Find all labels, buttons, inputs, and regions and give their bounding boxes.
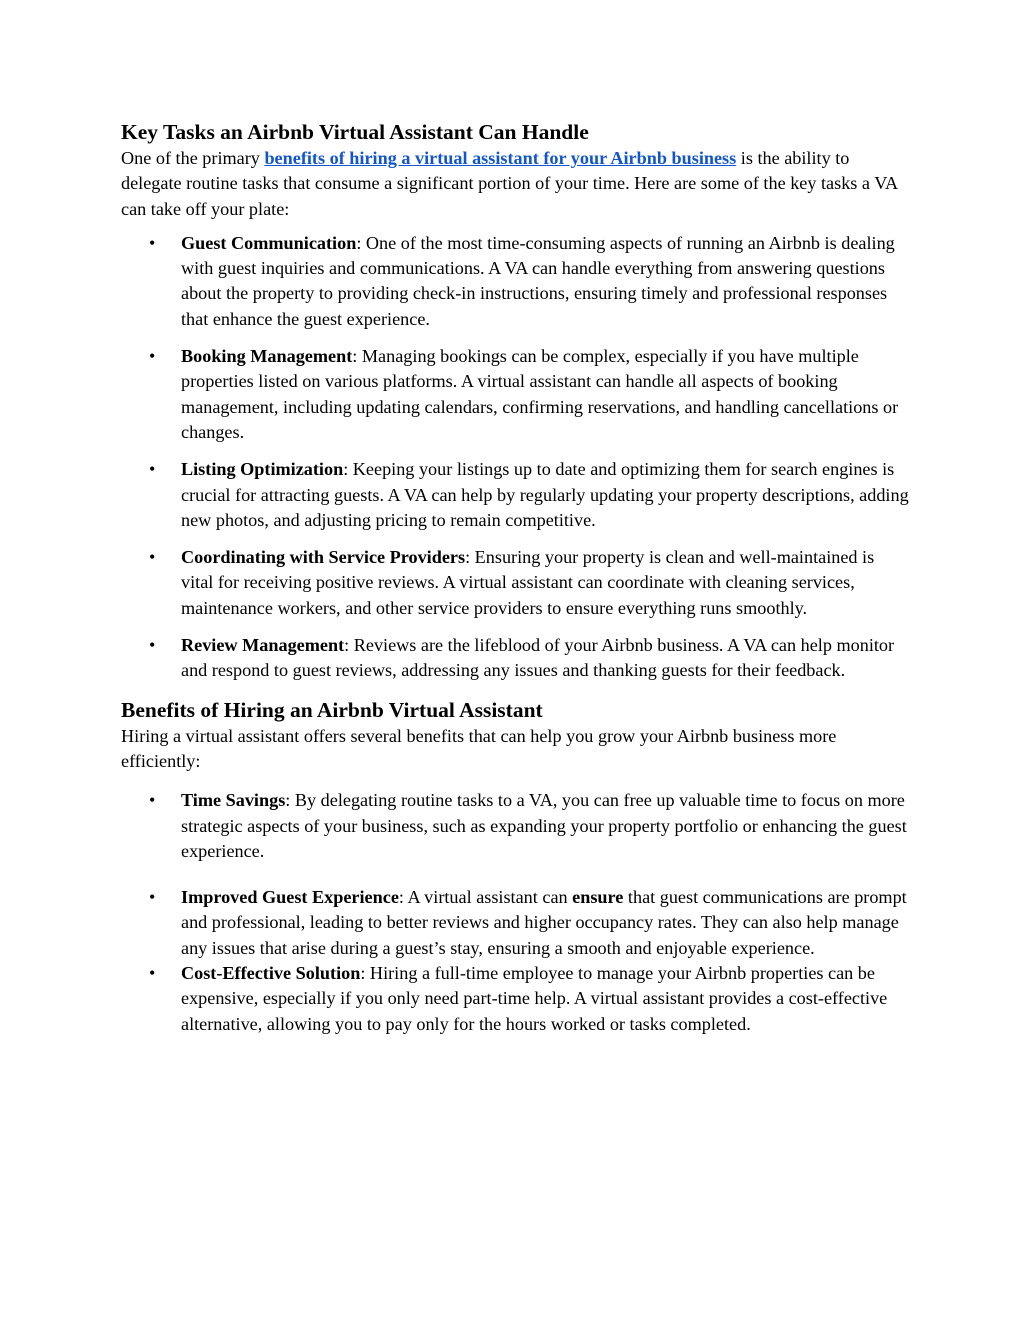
item-term: Listing Optimization [181,459,344,480]
list-item [149,344,911,445]
item-text: : Reviews are the lifeblood of your Airbnb business. A VA can help monitor and respond to guest reviews, addressing any issues and thanking guests for their feedback. [181,635,895,681]
item-emphasis: ensure [572,887,624,908]
benefits-list [121,788,911,1037]
intro-text-after: is the ability to delegate routine tasks that consume a significant portion of your time. Here are some of the key tasks a VA can take off your plate: [121,148,898,219]
list-item [149,457,911,533]
item-term: Cost-Effective Solution [181,963,361,984]
list-item [149,788,911,864]
benefits-link[interactable]: benefits of hiring a virtual assistant for your Airbnb business [264,148,737,168]
bullet-icon: • [149,346,156,367]
item-term: Booking Management [181,346,353,367]
list-item [149,545,911,621]
item-text: : By delegating routine tasks to a VA, you can free up valuable time to focus on more strategic aspects of your business, such as expanding your property portfolio or enhancing the guest experience. [181,790,907,861]
key-tasks-list [121,231,911,684]
item-text: : Keeping your listings up to date and optimizing them for search engines is crucial for attracting guests. A VA can help by regularly updating your property descriptions, adding new photos, and adjusting pricing to remain competitive. [181,459,909,530]
bullet-icon: • [149,790,156,811]
item-text: : Hiring a full-time employee to manage your Airbnb properties can be expensive, especially if you only need part-time help. A virtual assistant provides a cost-effective alternative, allowing you to pay only for the hours worked or tasks completed. [181,963,888,1034]
bullet-icon: • [149,963,156,984]
bullet-icon: • [149,459,156,480]
section-heading-key-tasks: Key Tasks an Airbnb Virtual Assistant Can Handle [121,120,589,144]
item-text: : Managing bookings can be complex, especially if you have multiple properties listed on various platforms. A virtual assistant can handle all aspects of booking management, including updating calendars, confirming reservations, and handling cancellations or changes. [181,346,899,442]
item-term: Time Savings [181,790,286,811]
item-term: Review Management [181,635,345,656]
section-intro-key-tasks [121,146,911,222]
bullet-icon: • [149,635,156,656]
intro-text-before: One of the primary [121,148,265,168]
bullet-icon: • [149,887,156,908]
item-text: that guest communications are prompt and professional, leading to better reviews and higher occupancy rates. They can also help manage any issues that arise during a guest’s stay, ensuring a smooth and enjoyable experience. [181,887,907,958]
list-item [149,885,911,961]
item-term: Guest Communication [181,232,357,253]
list-item [149,231,911,332]
bullet-icon: • [149,547,156,568]
item-text: : A virtual assistant can [398,887,573,908]
item-text: : One of the most time-consuming aspects of running an Airbnb is dealing with guest inquiries and communications. A VA can handle everything from answering questions about the property to providing check-in instructions, ensuring timely and professional responses that enhance the guest experience. [181,232,895,329]
section-intro-benefits: Hiring a virtual assistant offers several benefits that can help you grow your Airbnb business more efficiently: [121,725,837,771]
list-item [149,633,911,684]
document-content [121,118,911,1037]
item-term: Improved Guest Experience [181,887,399,908]
bullet-icon: • [149,232,156,253]
item-term: Coordinating with Service Providers [181,547,466,568]
section-heading-benefits: Benefits of Hiring an Airbnb Virtual Assistant [121,697,543,722]
list-item [149,961,911,1037]
item-text: : Ensuring your property is clean and well-maintained is vital for receiving positive reviews. A virtual assistant can coordinate with cleaning services, maintenance workers, and other service providers to ensure everything runs smoothly. [181,547,875,618]
